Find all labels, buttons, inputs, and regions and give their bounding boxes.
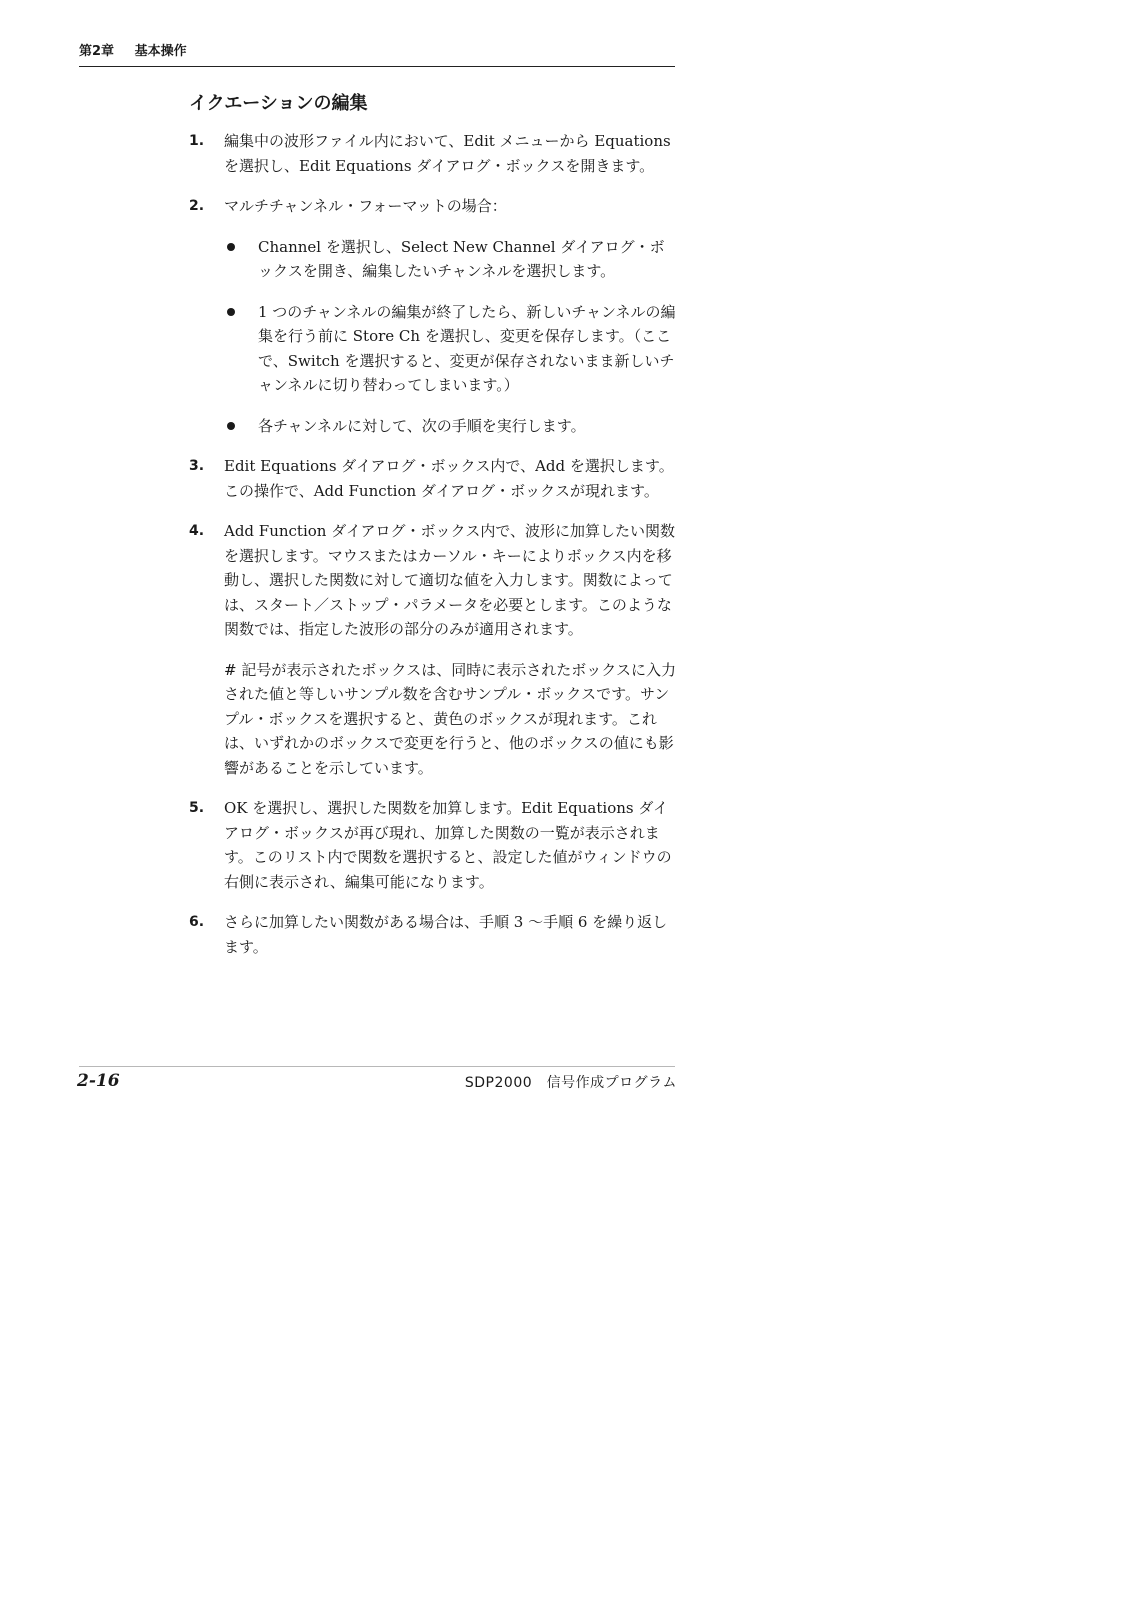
- step-text: Edit Equations ダイアログ・ボックス内で、Add を選択します。この操作で、Add Function ダイアログ・ボックスが現れます。: [224, 457, 674, 500]
- bullet-list: [224, 235, 679, 439]
- bullet-item: [224, 300, 679, 398]
- step-6: [189, 910, 679, 959]
- step-text: さらに加算したい関数がある場合は、手順 3 〜手順 6 を繰り返します。: [224, 913, 668, 956]
- step-text: OK を選択し、選択した関数を加算します。Edit Equations ダイアログ・ボックスが再び現れ、加算した関数の一覧が表示されます。このリスト内で関数を選択すると、設定した値がウィンドウの右側に表示され、編集可能になります。: [224, 799, 672, 891]
- step-4: [189, 519, 679, 780]
- chapter-title: 基本操作: [134, 44, 187, 59]
- step-1: [189, 129, 679, 178]
- step-number: 3.: [189, 458, 205, 474]
- section-title: イクエーションの編集: [189, 93, 368, 114]
- step-number: 4.: [189, 523, 205, 539]
- chapter-label: 第2章: [79, 44, 115, 59]
- step-text: 編集中の波形ファイル内において、Edit メニューから Equations を選択し、Edit Equations ダイアログ・ボックスを開きます。: [224, 132, 671, 175]
- step-number: 1.: [189, 133, 205, 149]
- bullet-text: 1 つのチャンネルの編集が終了したら、新しいチャンネルの編集を行う前に Store Ch を選択し、変更を保存します。（ここで、Switch を選択すると、変更が保存されないまま新しいチャンネルに切り替わってしまいます。）: [258, 302, 676, 394]
- bullet-text: 各チャンネルに対して、次の手順を実行します。: [258, 416, 586, 435]
- product-name: SDP2000 信号作成プログラム: [464, 1075, 677, 1091]
- step-text: マルチチャンネル・フォーマットの場合：: [224, 197, 507, 215]
- bullet-text: Channel を選択し、Select New Channel ダイアログ・ボックスを開き、編集したいチャンネルを選択します。: [258, 237, 665, 280]
- step-2: [189, 194, 679, 438]
- bullet-dot-icon: [227, 308, 235, 316]
- page-footer: [79, 1066, 675, 1095]
- bullet-dot-icon: [227, 243, 235, 251]
- page-number: 2-16: [77, 1071, 120, 1091]
- step-number: 6.: [189, 914, 205, 930]
- procedure-steps: [189, 129, 679, 975]
- bullet-item: [224, 414, 679, 439]
- bullet-dot-icon: [227, 422, 235, 430]
- step-number: 2.: [189, 198, 205, 214]
- bullet-item: [224, 235, 679, 284]
- step-3: [189, 454, 679, 503]
- step-text: Add Function ダイアログ・ボックス内で、波形に加算したい関数を選択します。マウスまたはカーソル・キーによりボックス内を移動し、選択した関数に対して適切な値を入力します。関数によっては、スタート／ストップ・パラメータを必要とします。このような関数では、指定した波形の部分のみが適用されます。: [224, 522, 676, 638]
- step-note: # 記号が表示されたボックスは、同時に表示されたボックスに入力された値と等しいサンプル数を含むサンプル・ボックスです。サンプル・ボックスを選択すると、黄色のボックスが現れます。これは、いずれかのボックスで変更を行うと、他のボックスの値にも影響があることを示しています。: [224, 660, 677, 777]
- page-header: [79, 44, 675, 67]
- step-5: [189, 796, 679, 894]
- step-number: 5.: [189, 800, 205, 816]
